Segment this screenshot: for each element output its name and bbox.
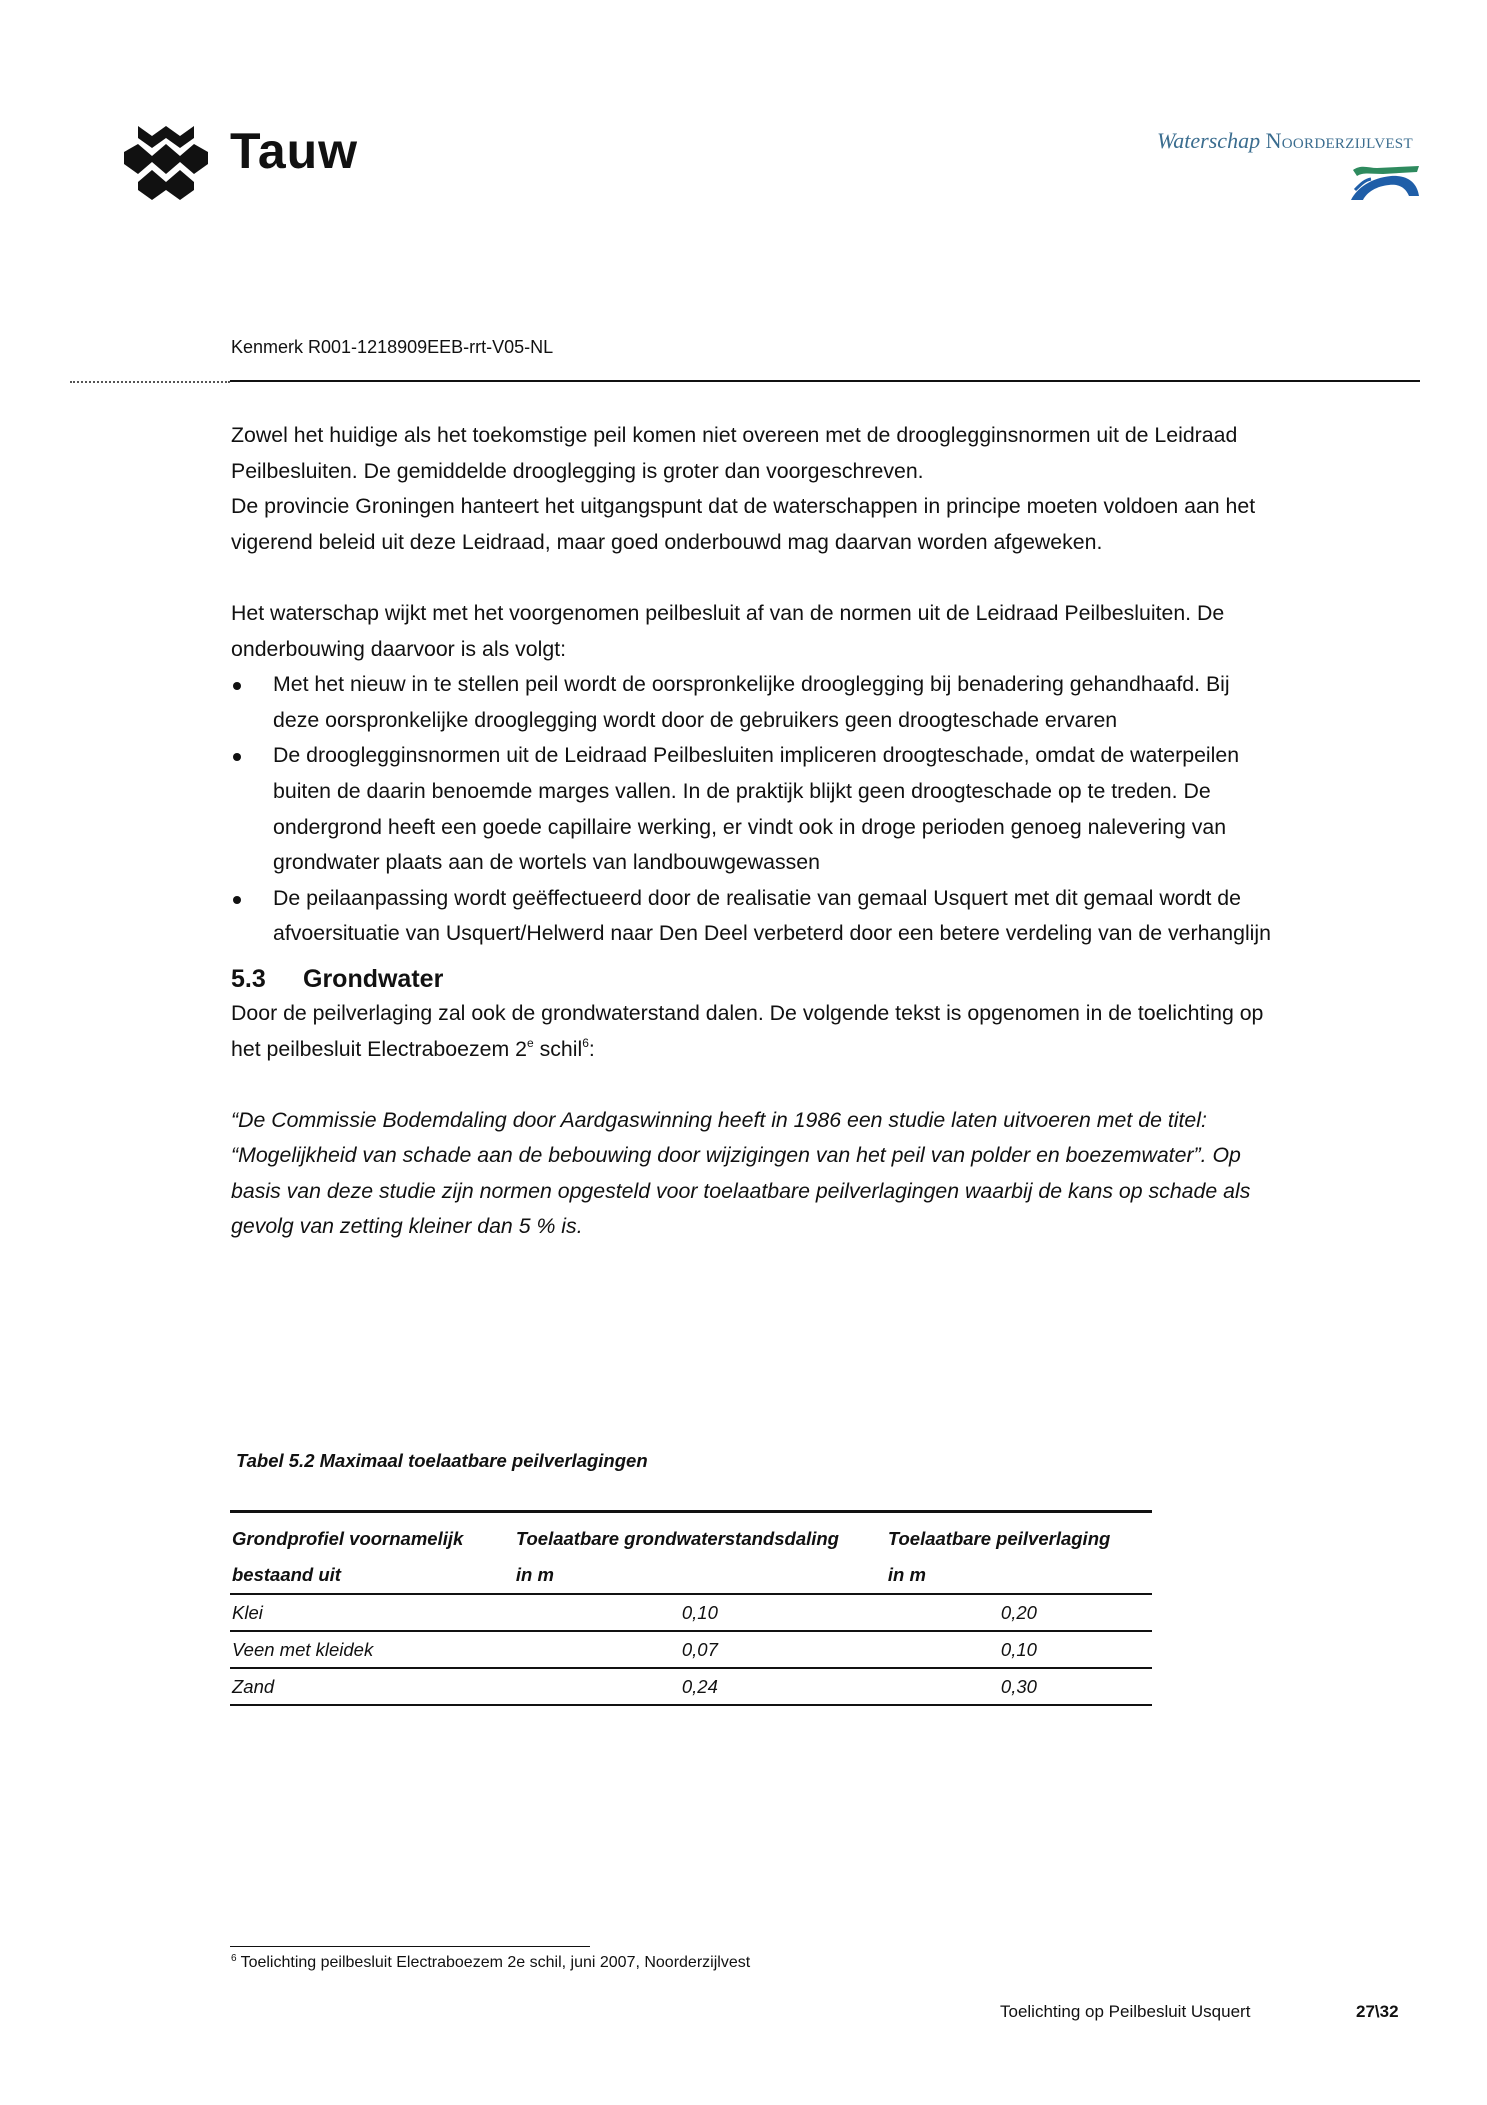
footnote-rule [230,1946,590,1947]
table-row [230,1668,1152,1705]
data-table [230,1510,1152,1706]
quotation: “De Commissie Bodemdaling door Aardgaswinning heeft in 1986 een studie laten uitvoeren met de titel: “Mogelijkheid van schade aan de bebouwing door wijzigingen van het peil van polder en boezemwater”. Op basis van deze studie zijn normen opgesteld voor toelaatbare peilverlagingen waarbij de kans op schade als gevolg van zetting kleiner dan 5 % is. [231,1107,1251,1239]
footnote-ref[interactable]: 6 [582,1035,589,1050]
table-caption: Tabel 5.2 Maximaal toelaatbare peilverlagingen [236,1450,648,1471]
section-number: 5.3 [231,964,266,993]
paragraph: Zowel het huidige als het toekomstige peil komen niet overeen met de drooglegginsnormen uit de Leidraad Peilbesluiten. De gemiddelde drooglegging is groter dan voorgeschreven. [231,423,1238,483]
footnote-number: 6 [231,1953,237,1964]
body-content [231,418,1271,1245]
list-item: Met het nieuw in te stellen peil wordt de oorspronkelijke drooglegging bij benadering gehandhaafd. Bij deze oorspronkelijke drooglegging wordt door de gebruikers geen droogteschade ervaren [231,667,1271,738]
cell-level-drop: 0,10 [886,1631,1152,1668]
document-reference: Kenmerk R001-1218909EEB-rrt-V05-NL [231,337,554,357]
tauw-waves-logo-icon [124,126,208,200]
bullet-icon [233,682,241,690]
list-item: De peilaanpassing wordt geëffectueerd door de realisatie van gemaal Usquert met dit gemaal wordt de afvoersituatie van Usquert/Helwerd naar Den Deel verbeterd door een betere verdeling van de verhanglijn [231,881,1271,952]
paragraph: De provincie Groningen hanteert het uitgangspunt dat de waterschappen in principe moeten voldoen aan het vigerend beleid uit deze Leidraad, maar goed onderbouwd mag daarvan worden afgeweken. [231,494,1256,554]
cell-level-drop: 0,20 [886,1594,1152,1631]
section-heading [231,962,1271,996]
paragraph: Het waterschap wijkt met het voorgenomen peilbesluit af van de normen uit de Leidraad Peilbesluiten. De onderbouwing daarvoor is als volgt: [231,600,1225,661]
bullet-icon [233,896,241,904]
cell-gw-drop: 0,10 [514,1594,886,1631]
header-rule [230,380,1420,382]
page-number: 27\32 [1356,2002,1399,2021]
table-row [230,1594,1152,1631]
noorderzijlvest-word: Noorderzijlvest [1265,128,1413,153]
footer-document-title: Toelichting op Peilbesluit Usquert [1000,2002,1251,2021]
waterschap-word: Waterschap [1157,128,1261,153]
footnote [231,1954,750,1972]
column-header: Toelaatbare grondwaterstandsdaling in m [515,1528,839,1585]
footnote-text: Toelichting peilbesluit Electraboezem 2e schil, juni 2007, Noorderzijlvest [240,1954,751,1971]
table-header-row [230,1512,1152,1595]
paragraph: Door de peilverlaging zal ook de grondwaterstand dalen. De volgende tekst is opgenomen in de toelichting op het peilbesluit Electraboezem 2e schil$^6$: [231,1000,1264,1061]
cell-gw-drop: 0,07 [514,1631,886,1668]
list-item: De drooglegginsnormen uit de Leidraad Peilbesluiten impliceren droogteschade, omdat de waterpeilen buiten de daarin benoemde marges vallen. In de praktijk blijkt geen droogteschade op te treden. De ondergrond heeft een goede capillaire werking, er vindt ook in droge perioden genoeg nalevering van grondwater plaats aan de wortels van landbouwgewassen [231,738,1271,880]
tauw-wordmark: Tauw [230,123,359,179]
bullet-list [231,667,1271,952]
noorderzijlvest-wave-logo-icon [1347,160,1423,202]
cell-soil: Veen met kleidek [230,1631,514,1668]
section-title: Grondwater [303,964,444,993]
cell-level-drop: 0,30 [886,1668,1152,1705]
bullet-icon [233,753,241,761]
cell-soil: Klei [230,1594,514,1631]
cell-gw-drop: 0,24 [514,1668,886,1705]
header-dotted-rule [70,381,230,383]
column-header: Toelaatbare peilverlaging in m [887,1528,1111,1585]
table-row [230,1631,1152,1668]
cell-soil: Zand [230,1668,514,1705]
column-header: Grondprofiel voornamelijk bestaand uit [232,1528,464,1585]
waterschap-noorderzijlvest-name [1157,128,1413,154]
